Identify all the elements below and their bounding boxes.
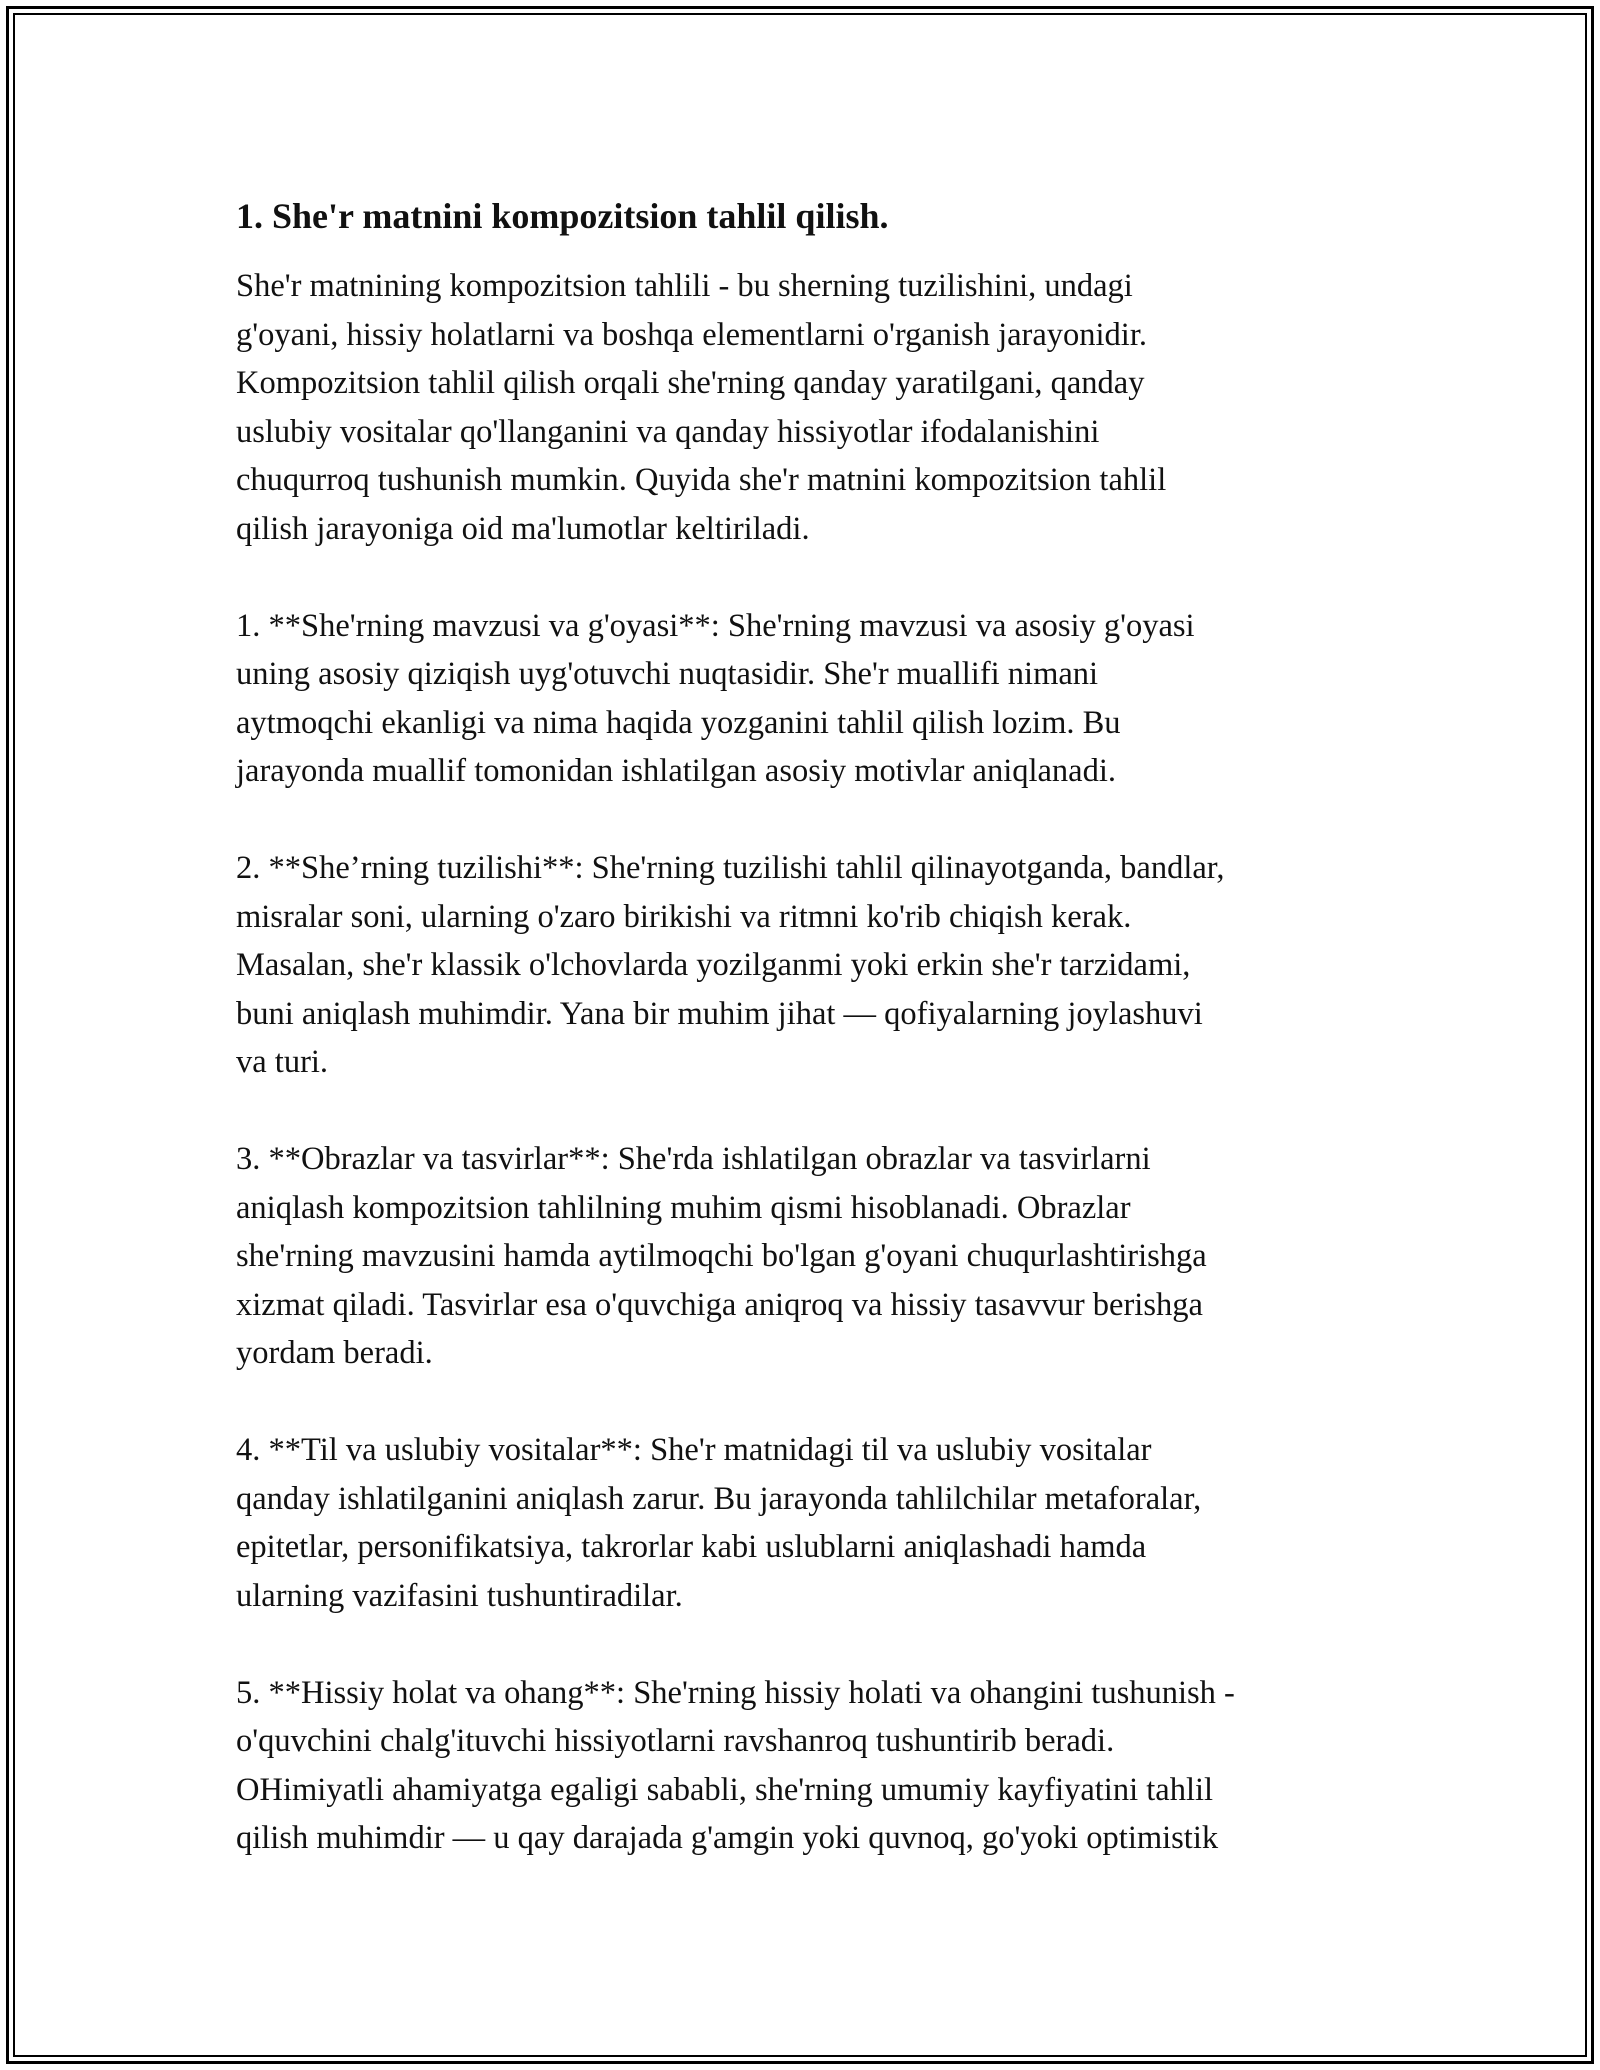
section-4-paragraph	[236, 1426, 1376, 1620]
section-5-paragraph	[236, 1669, 1376, 1863]
text-line: She'r matnining kompozitsion tahlili - bu sherning tuzilishini, undagi	[236, 268, 1133, 304]
text-line: aytmoqchi ekanligi va nima haqida yozganini tahlil qilish lozim. Bu	[236, 704, 1121, 741]
document-body	[236, 190, 1376, 1911]
text-line: misralar soni, ularning o'zaro birikishi va ritmni ko'rib chiqish kerak.	[236, 898, 1132, 935]
text-line: 4. **Til va uslubiy vositalar**: She'r matnidagi til va uslubiy vositalar	[236, 1432, 1152, 1468]
text-line: 5. **Hissiy holat va ohang**: She'rning hissiy holati va ohangini tushunish -	[236, 1674, 1235, 1711]
section-1-paragraph	[236, 602, 1376, 796]
text-line: chuqurroq tushunish mumkin. Quyida she'r matnini kompozitsion tahlil	[236, 462, 1167, 498]
text-line: va turi.	[236, 1044, 329, 1080]
text-line: aniqlash kompozitsion tahlilning muhim qismi hisoblanadi. Obrazlar	[236, 1189, 1131, 1226]
text-line: qilish jarayoniga oid ma'lumotlar keltiriladi.	[236, 510, 810, 547]
text-line: buni aniqlash muhimdir. Yana bir muhim jihat — qofiyalarning joylashuvi	[236, 995, 1203, 1032]
text-line: 2. **She’rning tuzilishi**: She'rning tuzilishi tahlil qilinayotganda, bandlar,	[236, 850, 1225, 886]
document-title: 1. She'r matnini kompozitsion tahlil qilish.	[236, 196, 889, 236]
text-line: Kompozitsion tahlil qilish orqali she'rning qanday yaratilgani, qanday	[236, 365, 1145, 401]
section-3-paragraph	[236, 1135, 1376, 1378]
text-line: Masalan, she'r klassik o'lchovlarda yozilganmi yoki erkin she'r tarzidami,	[236, 947, 1191, 983]
text-line: OHimiyatli ahamiyatga egaligi sababli, she'rning umumiy kayfiyatini tahlil	[236, 1771, 1214, 1808]
text-line: xizmat qiladi. Tasvirlar esa o'quvchiga aniqroq va hissiy tasavvur berishga	[236, 1286, 1203, 1323]
text-line: o'quvchini chalg'ituvchi hissiyotlarni ravshanroq tushuntirib beradi.	[236, 1723, 1115, 1759]
text-line: she'rning mavzusini hamda aytilmoqchi bo'lgan g'oyani chuqurlashtirishga	[236, 1238, 1207, 1274]
text-line: uslubiy vositalar qo'llanganini va qanday hissiyotlar ifodalanishini	[236, 413, 1100, 450]
text-line: jarayonda muallif tomonidan ishlatilgan asosiy motivlar aniqlanadi.	[236, 753, 1117, 789]
text-line: yordam beradi.	[236, 1335, 433, 1371]
text-line: 3. **Obrazlar va tasvirlar**: She'rda ishlatilgan obrazlar va tasvirlarni	[236, 1141, 1151, 1177]
section-2-paragraph	[236, 844, 1376, 1087]
text-line: g'oyani, hissiy holatlarni va boshqa elementlarni o'rganish jarayonidir.	[236, 316, 1147, 353]
text-line: ularning vazifasini tushuntiradilar.	[236, 1577, 683, 1614]
text-line: uning asosiy qiziqish uyg'otuvchi nuqtasidir. She'r muallifi nimani	[236, 656, 1099, 692]
text-line: qanday ishlatilganini aniqlash zarur. Bu jarayonda tahlilchilar metaforalar,	[236, 1480, 1202, 1517]
intro-paragraph	[236, 262, 1376, 553]
text-line: epitetlar, personifikatsiya, takrorlar kabi uslublarni aniqlashadi hamda	[236, 1529, 1147, 1565]
text-line: 1. **She'rning mavzusi va g'oyasi**: She'rning mavzusi va asosiy g'oyasi	[236, 607, 1195, 644]
text-line: qilish muhimdir — u qay darajada g'amgin yoki quvnoq, go'yoki optimistik	[236, 1820, 1219, 1856]
